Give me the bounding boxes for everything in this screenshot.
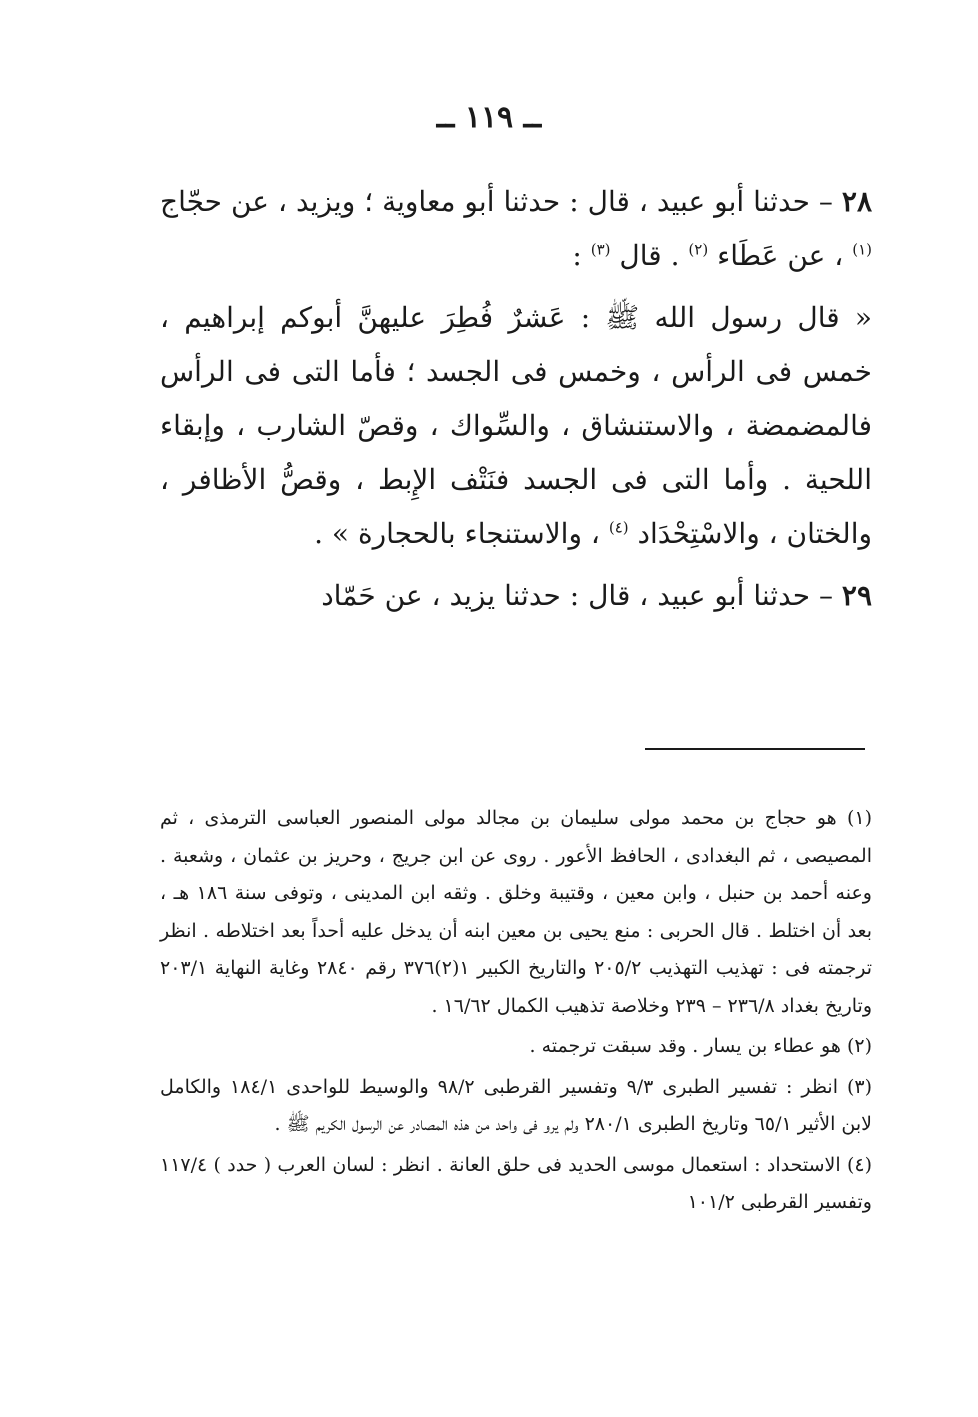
page-number: ــ ١١٩ ــ — [436, 100, 542, 135]
hadith-28-isnad — [160, 175, 872, 283]
footnote-text: هو حجاج بن محمد مولى سليمان بن مجالد مولى المنصور العباسى الترمذى ، ثم المصيصى ، ثم البغدادى ، الحافظ الأعور . روى عن ابن جريج ، وحريز بن عثمان ، وشعبة . وعنه أحمد بن حنبل ، وابن معين ، وقتيبة وخلق . وثقه ابن المدينى ، وتوفى سنة ١٨٦ هـ ، بعد أن اختلط . قال الحربى : منع يحيى بن معين ابنه أن يدخل عليه أحداً بعد اختلاطه . انظر ترجمته فى : تهذيب التهذيب ٢٠٥/٢ والتاريخ الكبير ١(٢)٣٧٦ رقم ٢٨٤٠ وغاية النهاية ٢٠٣/١ وتاريخ بغداد ٢٣٦/٨ – ٢٣٩ وخلاصة تذهيب الكمال ١٦/٦٢ . — [160, 807, 873, 1017]
footnote-mark: (٣) — [846, 1075, 873, 1098]
footnote-3 — [160, 1069, 872, 1144]
hadith-28-matn — [160, 291, 872, 561]
main-text — [160, 175, 872, 631]
isnad-text: . قال — [610, 239, 689, 272]
footnote-mark: (٤) — [846, 1153, 872, 1176]
footnote-separator — [645, 748, 865, 750]
footnote-text: الاستحداد : استعمال موسى الحديد فى حلق العانة . انظر : لسان العرب ( حدد ) ١١٧/٤ وتفسير القرطبى ١٠١/٢ — [160, 1153, 872, 1213]
hadith-29 — [160, 569, 872, 623]
isnad-text: ، عن عَطَاء — [708, 239, 853, 272]
matn-text: « قال رسول الله ﷺ : عَشرٌ فُطِرَ عليهنَّ أبوكم إبراهيم ، خمس فى الرأس ، وخمس فى الجسد ؛ فأما التى فى الرأس فالمضمضة ، والاستنشاق ، والسِّواك ، وقصّ الشارب ، وإبقاء اللحية . وأما التى فى الجسد فنَتْف الإِبط ، وقصُّ الأظافر ، والختان ، والاسْتِحْدَاد — [160, 301, 872, 550]
footnote-text: انظر : تفسير الطبرى ٩/٣ وتفسير القرطبى ٩٨/٢ والوسيط للواحدى ١٨٤/١ والكامل لابن الأثير ٦٥/١ وتاريخ الطبرى ٢٨٠/١ ولم يرو فى واحد من هذه المصادر عن الرسول الكريم ﷺ . — [160, 1075, 872, 1135]
footnote-2 — [160, 1028, 872, 1066]
footnote-ref-4[interactable]: (٤) — [608, 518, 629, 537]
isnad-text: – حدثنا أبو عبيد ، قال : حدثنا أبو معاوية ؛ ويزيد ، عن حجّاج — [160, 185, 842, 218]
hadith-29-text: – حدثنا أبو عبيد ، قال : حدثنا يزيد ، عن حَمّاد — [321, 579, 842, 612]
footnote-ref-3[interactable]: (٣) — [590, 240, 611, 259]
footnote-text: هو عطاء بن يسار . وقد سبقت ترجمته . — [529, 1035, 847, 1057]
matn-text: ، والاستنجاء بالحجارة » . — [314, 517, 609, 550]
footnote-1 — [160, 800, 872, 1025]
hadith-number: ٢٩ — [841, 579, 872, 612]
isnad-text: : — [572, 239, 591, 272]
footnote-4 — [160, 1147, 872, 1222]
footnote-mark: (٢) — [846, 1035, 872, 1057]
footnote-ref-2[interactable]: (٢) — [688, 240, 709, 259]
footnote-mark: (١) — [846, 807, 872, 829]
footnotes — [160, 800, 872, 1225]
hadith-number: ٢٨ — [841, 185, 872, 218]
footnote-ref-1[interactable]: (١) — [852, 240, 872, 259]
